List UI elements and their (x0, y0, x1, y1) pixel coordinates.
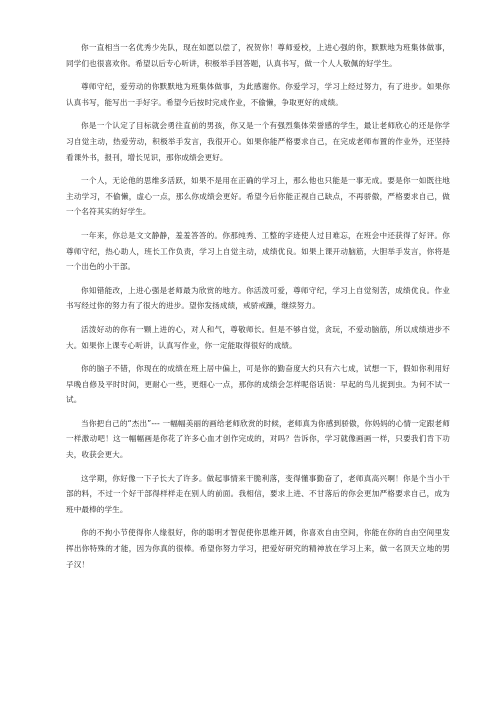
comment-paragraph-1: 你一直相当一名优秀少先队，现在如愿以偿了，祝贺你！尊师爱校，上进心强的你，默默地为班集体做事，同学们也很喜欢你。希望以后专心听讲，积极举手回答题，认真书写，做一个人人敬佩的好学生。 (66, 43, 450, 68)
comment-paragraph-3: 你是一个认定了目标就会勇往直前的男孩，你又是一个有强烈集体荣誉感的学生，最让老师欣心的还是你学习自觉主动，热爱劳动，积极举手发言，我很开心。如果你能严格要求自己，在完成老师布置的作业外，还坚持看课外书，报刊，增长见识，那你成绩会更好。 (66, 121, 450, 162)
comment-paragraph-10: 这学期，你好像一下子长大了许多。做起事情来干脆利落，变得懂事勤奋了，老师真高兴啊！你是个当小干部的料，不过一个好干部得样样走在别人的前面。我相信，要求上进、不甘落后的你会更加严格要求自己，成为班中最棒的学生。 (66, 473, 450, 514)
comment-paragraph-5: 一年来，你总是文文静静，羞羞答答的。你那纯秀、工整的字迹使人过目难忘，在班会中还获得了好评。你尊师守纪，热心助人，班长工作负责，学习上自觉主动，成绩优良。如果上课开动脑筋，大胆举手发言，你将是一个出色的小干部。 (66, 230, 450, 272)
comment-paragraph-2: 尊师守纪，爱劳动的你默默地为班集体做事，为此感谢你。你爱学习，学习上经过努力，有了进步。如果你认真书写，能写出一手好字。希望今后按时完成作业，不偷懒，争取更好的成绩。 (66, 82, 450, 107)
comment-paragraph-11: 你的不拘小节使得你人缘很好，你的聪明才智促使你思维开阔，你喜欢自由空间，你能在你的自由空间里发挥出你特殊的才能，因为你真的很棒。希望你努力学习，把爱好研究的精神放在学习上来，做一名顶天立地的男子汉！ (66, 528, 450, 569)
comment-paragraph-8: 你的脑子不错，你现在的成绩在班上居中偏上，可是你的勤奋度大约只有六七成，试想一下，假如你利用好早晚自修及平时时间，更耐心一些，更细心一点，那你的成绩会怎样呢俗话说：早起的鸟儿捉到虫。为何不试一试。 (66, 364, 450, 405)
comment-paragraph-6: 你知错能改，上进心强是老师最为欣赏的地方。你活泼可爱，尊师守纪，学习上自觉刻苦，成绩优良。作业书写经过你的努力有了很大的进步。望你发扬成绩，戒骄戒躁，继续努力。 (66, 285, 450, 311)
comment-paragraph-7: 活泼好动的你有一颗上进的心，对人和气，尊敬师长。但是不够自觉，贪玩，不爱动脑筋，所以成绩进步不大。如果你上课专心听讲，认真写作业，你一定能取得很好的成绩。 (66, 324, 450, 350)
comment-paragraph-9: 当你把自己的“杰出”--- 一幅幅美丽的画给老师欣赏的时候，老师真为你感到骄傲，你妈妈的心情一定跟老师一样激动吧！这一幅幅画是你花了许多心血才创作完成的，对吗？告诉你，学习就像画画一样，只要我们肯下功夫，收获会更大。 (66, 418, 450, 460)
comment-paragraph-4: 一个人，无论他的思维多活跃，如果不是用在正确的学习上，那么他也只能是一事无成。要是你一如既往地主动学习，不偷懒，虚心一点，那么你成绩会更好。希望今后你能正视自己缺点，不再骄傲，严格要求自己，做一个名符其实的好学生。 (66, 176, 450, 217)
